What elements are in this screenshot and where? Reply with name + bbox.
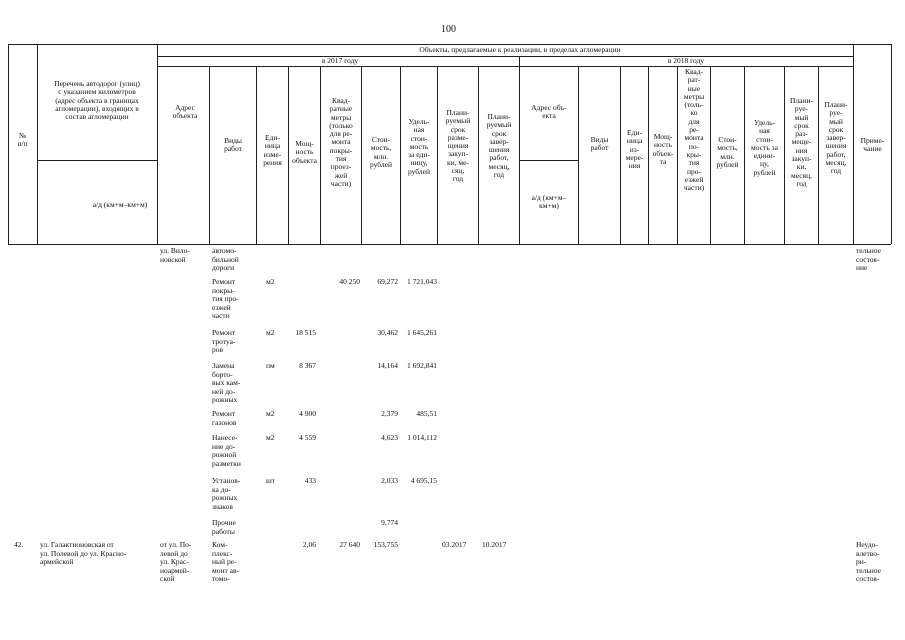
header-year-2018: в 2018 году xyxy=(667,56,705,65)
unit: шт xyxy=(266,476,276,485)
work-type: Ком- плекс- ный ре- монт ав- томо- xyxy=(212,540,240,584)
work-type: Установ- ка до- рожных знаков xyxy=(212,476,241,511)
header-unit-cost-2018: Удель- ная стои- мость за едини- цу, рублей xyxy=(751,118,778,177)
header-work-types: Виды работ xyxy=(224,136,242,154)
header-unit-2018: Еди- ница из- мере- ния xyxy=(625,128,644,171)
header-capacity-2018: Мощ- ность объек- та xyxy=(652,132,674,166)
unit-cost: 1 645,261 xyxy=(407,328,437,337)
header-capacity: Мощ- ность объекта xyxy=(292,139,317,165)
header-address-2018: Адрес объ- екта xyxy=(531,103,567,121)
header-sq-meters-2018: Квад- рат- ные метры (толь- ко для ре- монта по- кры- тия про- езжей части) xyxy=(683,67,705,193)
cost: 4,623 xyxy=(381,433,398,442)
header-num: № п/п xyxy=(17,131,28,149)
unit-cost: 4 695,15 xyxy=(410,476,437,485)
header-unit: Еди- ница изме- рения xyxy=(263,133,282,167)
header-sq-meters: Квад- ратные метры (только для ре- монта покры- тия проез- жей части) xyxy=(329,96,353,188)
header-ad-km-2018: а/д (км+м– км+м) xyxy=(531,193,567,211)
header-planned-placement-2018: Плани- руе- мый срок раз- меще- ния закуп- ки, месяц, год xyxy=(789,96,813,188)
cost: 14,164 xyxy=(377,361,398,370)
placement-date: 03.2017 xyxy=(442,540,467,549)
capacity: 2,06 xyxy=(302,540,316,549)
road-name: ул. Галактионовская от ул. Полевой до ул. Красно- армейской xyxy=(40,540,127,567)
header-cost: Стои- мость, млн. рублей xyxy=(369,135,393,169)
unit: м2 xyxy=(266,328,275,337)
unit: м2 xyxy=(266,433,275,442)
work-type: Замена борто- вых кам- ней до- рожных xyxy=(212,361,241,405)
capacity: 433 xyxy=(304,476,316,485)
header-note: Приме- чание xyxy=(860,136,885,154)
capacity: 4 900 xyxy=(299,409,316,418)
completion-date: 10.2017 xyxy=(482,540,507,549)
cost: 2,379 xyxy=(381,409,398,418)
cont-note: тельное состоя- ние xyxy=(856,246,881,273)
cost: 2,033 xyxy=(381,476,398,485)
header-planned-completion-2018: Плани- руе- мый срок завер- шения работ, месяц, год xyxy=(824,100,848,176)
unit-cost: 1 014,112 xyxy=(407,433,437,442)
cost: 153,755 xyxy=(373,540,398,549)
object-address: от ул. По- левой до ул. Крас- ноармей- ской xyxy=(160,540,192,584)
sq-meters: 27 640 xyxy=(339,540,360,549)
header-ad-km: а/д (км+м–км+м) xyxy=(92,200,148,209)
cost: 69,272 xyxy=(377,277,398,286)
unit: пм xyxy=(266,361,275,370)
row-number: 42. xyxy=(14,540,24,549)
header-planned-placement: Плани- руемый срок разме- щения закуп- ки, ме- сяц, год xyxy=(445,108,471,184)
sq-meters: 40 250 xyxy=(339,277,360,286)
unit-cost: 485,51 xyxy=(416,409,437,418)
header-address-2017: Адрес объекта xyxy=(172,103,198,121)
capacity: 8 367 xyxy=(299,361,316,370)
work-type: Прочие работы xyxy=(212,518,236,536)
unit-cost: 1 721,043 xyxy=(407,277,437,286)
work-type: Ремонт покры- тия про- езжей части xyxy=(212,277,239,321)
header-roads-list: Перечень автодорог (улиц) с указанием километров (адрес объекта в границах агломерации), входящих в состав агломерации xyxy=(54,79,140,122)
unit-cost: 1 692,841 xyxy=(407,361,437,370)
cost: 9,774 xyxy=(381,518,398,527)
capacity: 18 515 xyxy=(295,328,316,337)
header-cost-2018: Стои- мость, млн. рублей xyxy=(716,135,739,169)
work-type: Нанесе- ние до- рожной разметки xyxy=(212,433,241,468)
cost: 30,462 xyxy=(377,328,398,337)
cont-address: ул. Вило- новской xyxy=(160,246,190,264)
unit: м2 xyxy=(266,277,275,286)
header-unit-cost: Удель- ная стои- мость за еди- ницу, рублей xyxy=(407,117,431,176)
header-work-types-2018: Виды работ xyxy=(590,135,609,153)
note: Неудо- влетво- ри- тельное состоя- xyxy=(856,540,881,584)
header-planned-completion: Плани- руемый срок завер- шения работ, месяц, год xyxy=(486,112,512,180)
capacity: 4 559 xyxy=(299,433,316,442)
header-year-2017: в 2017 году xyxy=(321,56,359,65)
cont-work-head: автомо- бильной дороги xyxy=(212,246,239,273)
page-number: 100 xyxy=(441,24,456,35)
unit: м2 xyxy=(266,409,275,418)
header-objects-group: Объекты, предлагаемые к реализации, в пределах агломерации xyxy=(419,45,621,54)
work-type: Ремонт газонов xyxy=(212,409,237,427)
work-type: Ремонт тротуа- ров xyxy=(212,328,236,355)
